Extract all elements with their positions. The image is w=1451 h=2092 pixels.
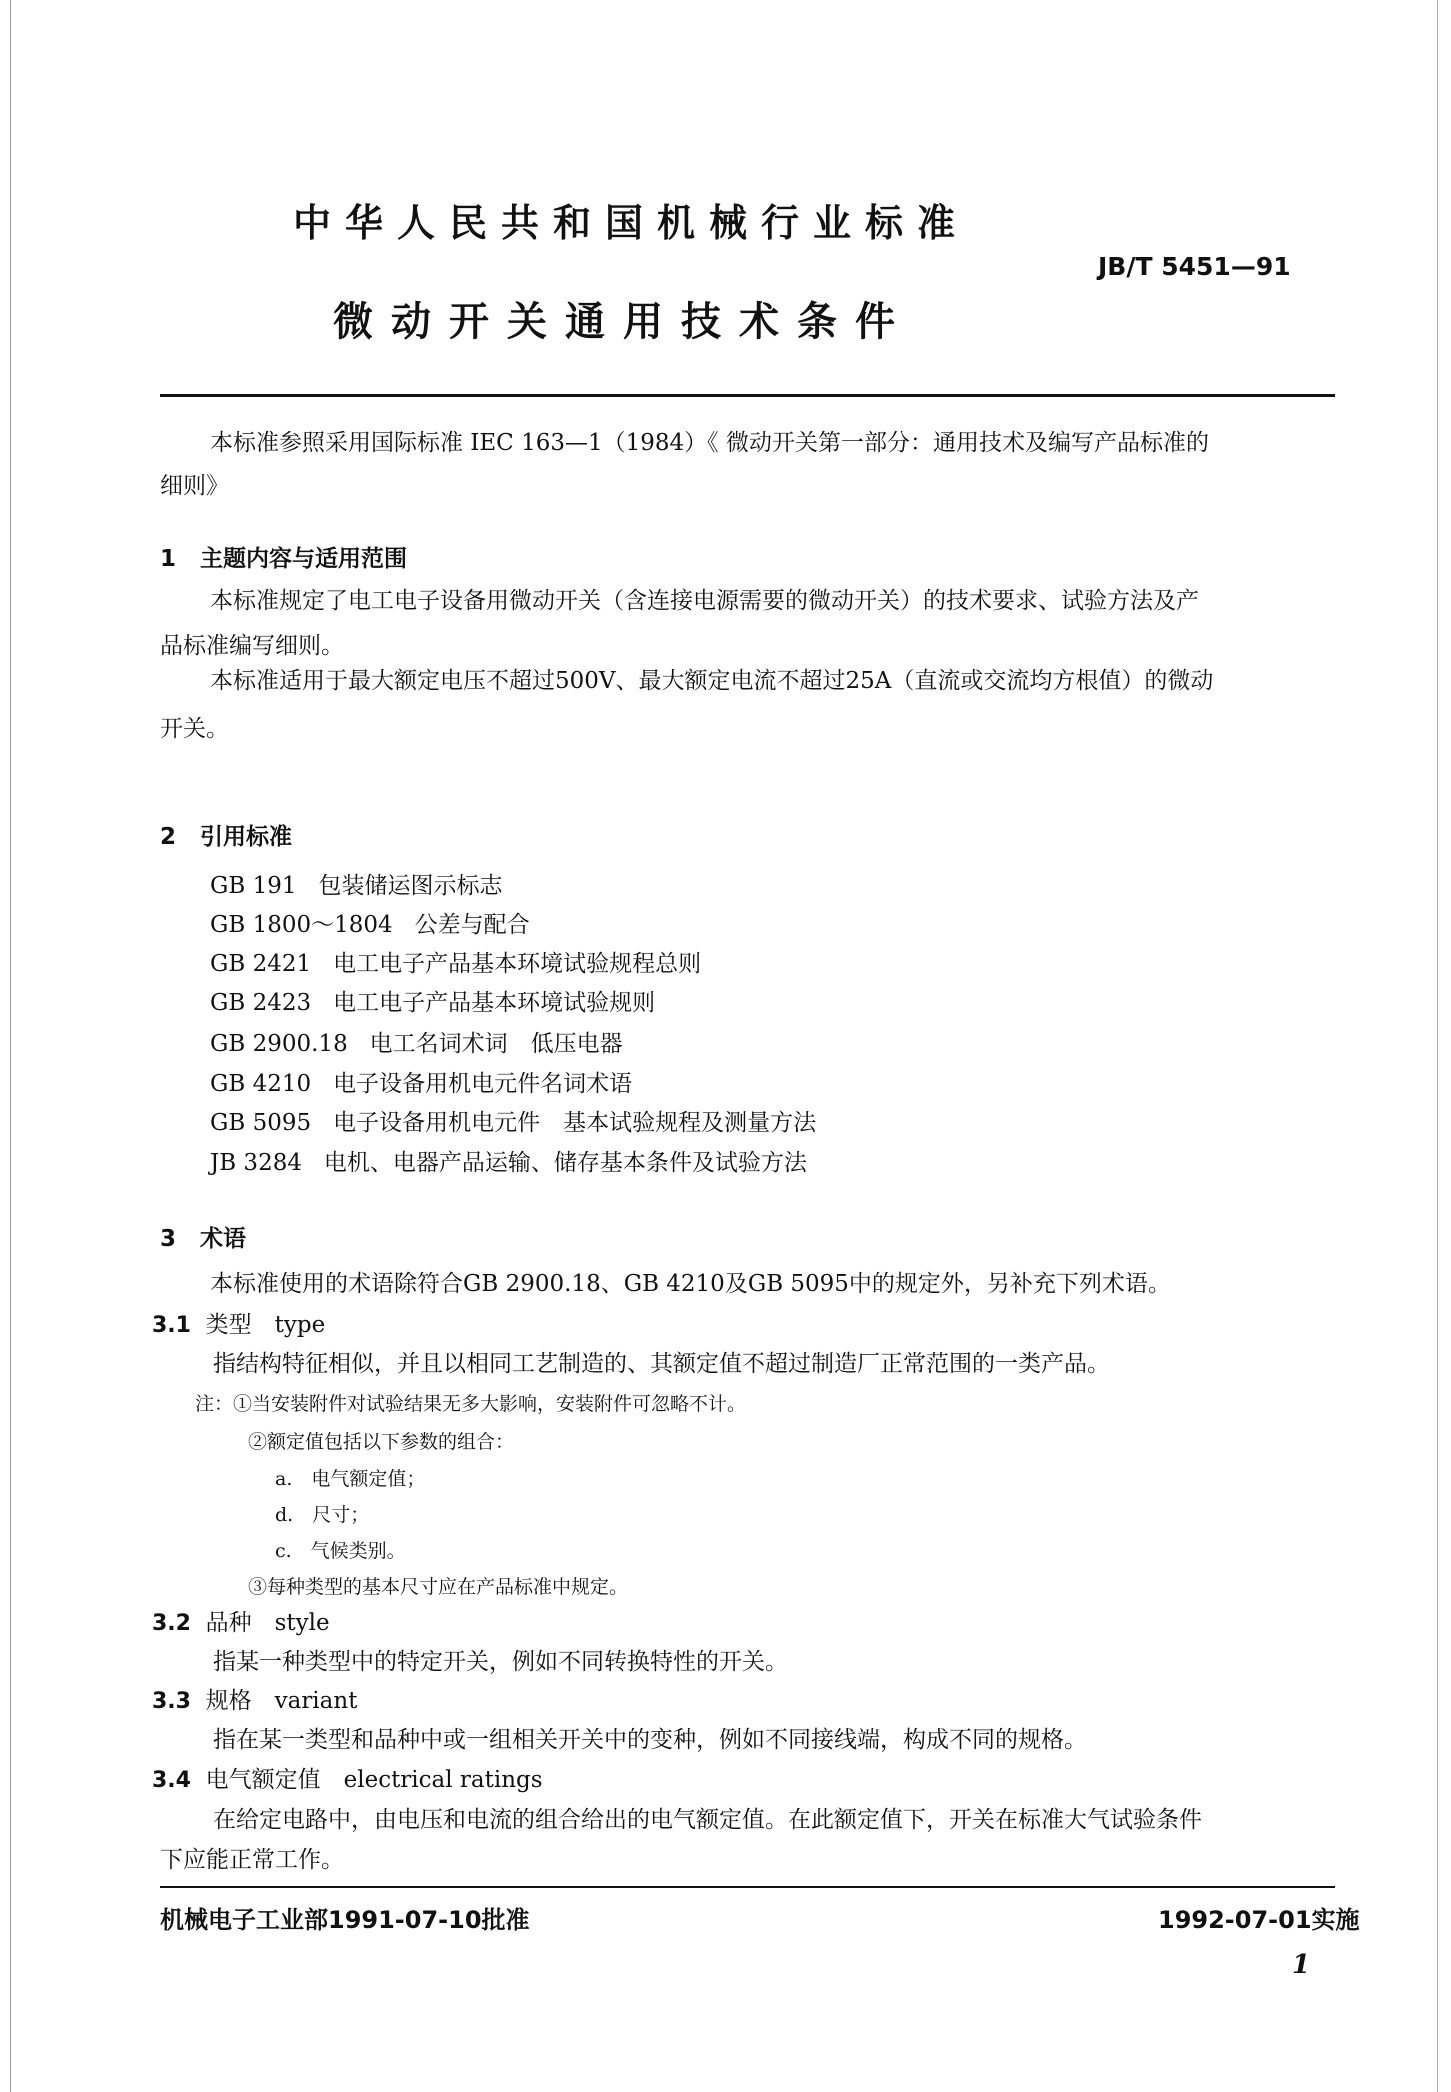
section-1-heading [160,540,407,573]
scan-edge-left [10,0,11,2092]
term-3-1-def: 指结构特征相似，并且以相同工艺制造的、其额定值不超过制造厂正常范围的一类产品。 [213,1351,1110,1377]
intro-line-1: 本标准参照采用国际标准 IEC 163—1（1984）《 微动开关第一部分：通用技术及编写产品标准的 [210,430,1209,456]
ref-row [210,866,502,906]
section-1-p1-line1: 本标准规定了电工电子设备用微动开关（含连接电源需要的微动开关）的技术要求、试验方法及产 [210,588,1199,614]
term-3-3-def: 指在某一类型和品种中或一组相关开关中的变种，例如不同接线端，构成不同的规格。 [213,1727,1087,1753]
section-3-number: 3 [160,1226,177,1252]
org-title: 中华人民共和国机械行业标准 [293,201,970,245]
ref-row [210,1143,807,1183]
section-1-number: 1 [160,546,177,572]
term-3-2-def: 指某一种类型中的特定开关，例如不同转换特性的开关。 [213,1649,788,1675]
term-3-4-number: 3.4 [152,1768,191,1793]
ref-code: GB 1800～1804 [210,912,393,938]
section-3-intro: 本标准使用的术语除符合GB 2900.18、GB 4210及GB 5095中的规定外，另补充下列术语。 [210,1271,1171,1297]
term-3-1-name: 类型 type [205,1312,326,1338]
term-3-1-number: 3.1 [152,1313,191,1338]
ref-row [210,1024,623,1064]
term-3-4-name: 电气额定值 electrical ratings [205,1767,543,1793]
section-1-p1-line2: 品标准编写细则。 [160,633,344,659]
header-rule [160,394,1335,397]
term-3-1 [152,1305,325,1346]
term-3-3 [152,1681,357,1722]
ref-code: GB 5095 [210,1110,312,1136]
note-2-d: d. 尺寸； [275,1504,370,1526]
document-title: 微动开关通用技术条件 [333,299,913,345]
scan-edge-right [1437,0,1438,2092]
ref-code: JB 3284 [210,1150,302,1176]
footer-rule [160,1886,1335,1888]
ref-code: GB 2900.18 [210,1031,348,1057]
ref-title: 电机、电器产品运输、储存基本条件及试验方法 [323,1150,807,1176]
section-2-number: 2 [160,824,177,850]
ref-title: 包装储运图示标志 [318,873,503,899]
section-2-heading [160,818,292,851]
approval-info: 机械电子工业部1991-07-10批准 [160,1906,530,1934]
term-3-4-def-line1: 在给定电路中，由电压和电流的组合给出的电气额定值。在此额定值下，开关在标准大气试验条件 [213,1807,1202,1833]
term-3-2-name: 品种 style [205,1610,330,1636]
ref-title: 电工电子产品基本环境试验规则 [333,990,656,1016]
ref-row [210,1103,816,1143]
ref-code: GB 2421 [210,951,312,977]
ref-row [210,905,530,945]
ref-code: GB 4210 [210,1071,312,1097]
ref-row [210,944,701,984]
intro-line-2: 细则》 [160,473,229,499]
term-3-4-def-line2: 下应能正常工作。 [160,1847,344,1873]
ref-title: 电工名词术词 低压电器 [369,1031,623,1057]
ref-code: GB 2423 [210,990,312,1016]
ref-title: 电子设备用机电元件 基本试验规程及测量方法 [333,1110,817,1136]
section-3-title: 术语 [200,1226,247,1252]
ref-title: 公差与配合 [414,912,530,938]
page-number: 1 [1292,1950,1311,1980]
note-2-a: a. 电气额定值； [275,1468,426,1490]
ref-code: GB 191 [210,873,297,899]
ref-row [210,983,655,1023]
ref-title: 电工电子产品基本环境试验规程总则 [333,951,702,977]
term-3-3-number: 3.3 [152,1689,191,1714]
ref-row [210,1064,632,1104]
note-2: ②额定值包括以下参数的组合： [248,1431,515,1453]
term-3-2-number: 3.2 [152,1611,191,1636]
note-1: 注：①当安装附件对试验结果无多大影响，安装附件可忽略不计。 [195,1393,747,1415]
term-3-2 [152,1603,330,1644]
section-3-heading [160,1220,246,1253]
section-1-p2-line1: 本标准适用于最大额定电压不超过500V、最大额定电流不超过25A（直流或交流均方根值）的微动 [210,668,1214,694]
section-1-title: 主题内容与适用范围 [200,546,408,572]
ref-title: 电子设备用机电元件名词术语 [333,1071,633,1097]
effective-date: 1992-07-01实施 [1158,1906,1360,1934]
section-2-title: 引用标准 [200,824,293,850]
note-3: ③每种类型的基本尺寸应在产品标准中规定。 [248,1576,629,1598]
term-3-3-name: 规格 variant [205,1688,358,1714]
section-1-p2-line2: 开关。 [160,716,229,742]
standard-number: JB/T 5451—91 [1098,252,1291,281]
note-2-c: c. 气候类别。 [275,1540,406,1562]
term-3-4 [152,1760,543,1801]
